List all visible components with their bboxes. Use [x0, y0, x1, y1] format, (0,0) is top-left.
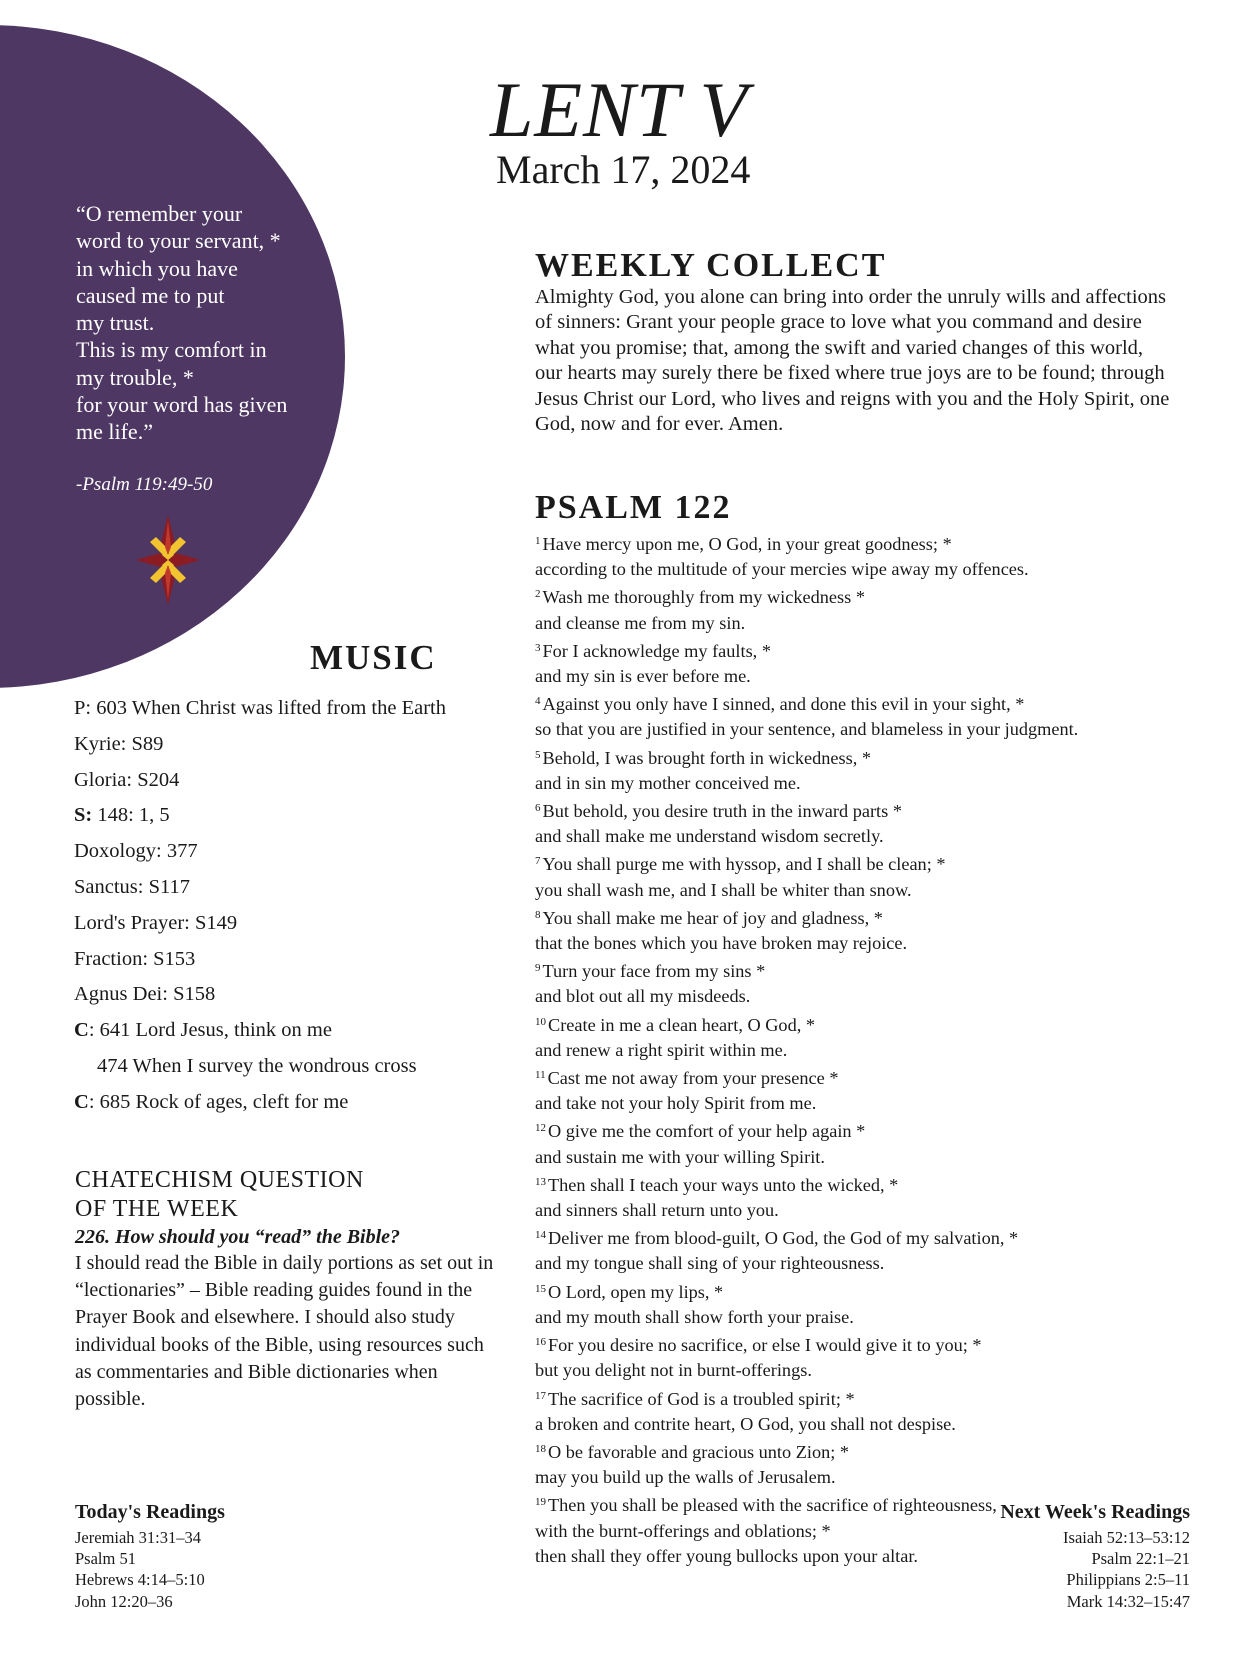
music-list: [74, 691, 494, 1121]
verse-text: Have mercy upon me, O God, in your great goodness; *: [542, 534, 952, 554]
music-item-text: P: 603 When Christ was lifted from the Earth: [74, 697, 446, 719]
todays-readings: [75, 1500, 225, 1612]
collect-heading: WEEKLY COLLECT: [535, 247, 887, 284]
music-item-text: 148: 1, 5: [92, 804, 170, 827]
psalm-line: [535, 636, 1145, 664]
verse-text: but you delight not in burnt-offerings.: [535, 1360, 812, 1381]
quote-line: for your word has given: [76, 392, 288, 418]
music-item-prefix: C: [74, 1090, 89, 1113]
verse-text: Then shall I teach your ways unto the wicked, *: [548, 1174, 899, 1195]
music-item: [74, 727, 494, 763]
verse-text: Cast me not away from your presence *: [547, 1068, 839, 1089]
verse-text: O be favorable and gracious unto Zion; *: [548, 1441, 850, 1462]
todays-readings-heading: Today's Readings: [75, 1501, 225, 1523]
music-item-text: Sanctus: S117: [74, 875, 190, 898]
verse-text: O give me the comfort of your help again *: [548, 1121, 866, 1142]
reading-item: Mark 14:32–15:47: [1066, 1591, 1190, 1611]
verse-text: Deliver me from blood-guilt, O God, the God of my salvation, *: [548, 1228, 1019, 1249]
psalm-line: [535, 1116, 1145, 1144]
quote-line: me life.”: [76, 419, 153, 445]
verse-number: 11: [535, 1069, 546, 1082]
verse-number: 15: [535, 1282, 546, 1295]
psalm-line: [535, 1384, 1145, 1412]
music-item: [74, 763, 494, 799]
verse-text: that the bones which you have broken may rejoice.: [535, 933, 908, 954]
psalm-line: [535, 1063, 1145, 1091]
verse-text: Turn your face from my sins *: [542, 961, 766, 982]
catechism-section: [75, 1166, 495, 1413]
verse-number: 5: [535, 748, 541, 761]
verse-number: 18: [535, 1442, 546, 1455]
verse-number: 6: [535, 802, 541, 815]
psalm-line: [535, 582, 1145, 610]
reading-item: Psalm 22:1–21: [1091, 1549, 1190, 1569]
verse-text: so that you are justified in your sentence, and blameless in your judgment.: [535, 719, 1079, 740]
music-item-text: Agnus Dei: S158: [74, 983, 216, 1006]
psalm-line: [535, 557, 1145, 582]
verse-number: 8: [535, 908, 541, 921]
psalm-line: [535, 1330, 1145, 1358]
page-date: March 17, 2024: [496, 147, 751, 192]
verse-text: and shall make me understand wisdom secretly.: [535, 826, 884, 847]
music-item-text: 474 When I survey the wondrous cross: [97, 1054, 417, 1077]
verse-text: and in sin my mother conceived me.: [535, 772, 801, 793]
verse-number: 3: [535, 641, 541, 654]
verse-number: 13: [535, 1175, 546, 1188]
music-item-text: Fraction: S153: [74, 947, 196, 970]
verse-number: 16: [535, 1336, 546, 1349]
quote-line: “O remember your: [76, 201, 243, 226]
quote-line: my trouble, *: [76, 364, 194, 390]
music-item-text: Gloria: S204: [74, 768, 180, 791]
psalm-line: [535, 611, 1145, 636]
catechism-question: 226. How should you “read” the Bible?: [75, 1226, 401, 1248]
quote-line: my trust.: [76, 310, 155, 336]
music-heading: MUSIC: [310, 638, 437, 677]
verse-number: 4: [535, 695, 541, 708]
psalm-line: [535, 1170, 1145, 1198]
page-title: LENT V: [490, 66, 749, 153]
verse-text: and sinners shall return unto you.: [535, 1200, 779, 1221]
psalm-line: [535, 984, 1145, 1009]
music-item: [74, 977, 494, 1013]
catechism-heading-line: CHATECHISM QUESTION: [75, 1167, 364, 1193]
music-item: [74, 1085, 494, 1121]
verse-text: and sustain me with your willing Spirit.: [535, 1146, 825, 1167]
psalm-text: [535, 529, 1145, 1569]
psalm-line: [535, 1437, 1145, 1465]
reading-item: Hebrews 4:14–5:10: [75, 1570, 205, 1590]
music-item: [74, 870, 494, 906]
music-item-text: : 641 Lord Jesus, think on me: [88, 1019, 332, 1042]
reading-item: Philippians 2:5–11: [1066, 1570, 1190, 1590]
psalm-line: [535, 1010, 1145, 1038]
psalm-heading: PSALM 122: [535, 489, 732, 526]
music-item: [74, 1013, 494, 1049]
music-item: [74, 906, 494, 942]
next-week-readings: [1000, 1500, 1190, 1612]
verse-number: 9: [535, 962, 541, 975]
catechism-answer: I should read the Bible in daily portions as set out in “lectionaries” – Bible reading guides found in the Prayer Book and elsewhere. I should also study individual books of the Bible, using resources such as commentaries and Bible dictionaries when possible.: [75, 1252, 494, 1411]
verse-text: O Lord, open my lips, *: [548, 1281, 724, 1302]
verse-number: 17: [535, 1389, 546, 1402]
psalm-line: [535, 529, 1145, 557]
verse-text: with the burnt-offerings and oblations; *: [535, 1520, 831, 1541]
verse-text: You shall make me hear of joy and gladness, *: [542, 907, 883, 928]
next-week-readings-heading: Next Week's Readings: [1000, 1501, 1190, 1523]
verse-number: 10: [535, 1015, 546, 1028]
quote-citation: -Psalm 119:49-50: [76, 474, 213, 495]
psalm-line: [535, 824, 1145, 849]
reading-item: Psalm 51: [75, 1549, 136, 1569]
reading-item: John 12:20–36: [75, 1591, 173, 1611]
verse-text: You shall purge me with hyssop, and I shall be clean; *: [542, 854, 946, 875]
music-item: [74, 834, 494, 870]
reading-item: Isaiah 52:13–53:12: [1063, 1528, 1190, 1547]
psalm-line: [535, 664, 1145, 689]
psalm-line: [535, 1358, 1145, 1383]
psalm-line: [535, 1305, 1145, 1330]
reading-item: Jeremiah 31:31–34: [75, 1528, 202, 1547]
music-item-text: Kyrie: S89: [74, 732, 164, 755]
music-item-text: Doxology: 377: [74, 840, 198, 863]
psalm-line: [535, 903, 1145, 931]
verse-text: and take not your holy Spirit from me.: [535, 1093, 817, 1114]
psalm-line: [535, 1038, 1145, 1063]
psalm-line: [535, 956, 1145, 984]
psalm-line: [535, 796, 1145, 824]
verse-text: Behold, I was brought forth in wickedness, *: [542, 747, 872, 768]
verse-text: For I acknowledge my faults, *: [542, 640, 771, 661]
verse-number: 12: [535, 1122, 546, 1135]
psalm-line: [535, 1465, 1145, 1490]
star-cross-icon: [136, 515, 200, 605]
verse-text: But behold, you desire truth in the inward parts *: [542, 801, 902, 822]
psalm-line: [535, 1091, 1145, 1116]
sidebar-quote: [76, 200, 316, 446]
psalm-line: [535, 1145, 1145, 1170]
psalm-line: [535, 717, 1145, 742]
verse-text: according to the multitude of your mercies wipe away my offences.: [535, 559, 1029, 580]
collect-text: Almighty God, you alone can bring into order the unruly wills and affections of sinners: Grant your people grace to love what you command and desire what you promise; that, among the swift and varied changes of this world, our hearts may surely there be fixed where true joys are to be found; through Jesus Christ our Lord, who lives and reigns with you and the Holy Spirit, one God, now and for ever. Amen.: [535, 286, 1170, 436]
verse-number: 1: [535, 535, 541, 547]
verse-number: 14: [535, 1229, 546, 1242]
verse-text: The sacrifice of God is a troubled spirit; *: [548, 1388, 855, 1409]
verse-text: Create in me a clean heart, O God, *: [548, 1014, 815, 1035]
music-item-prefix: C: [74, 1019, 89, 1042]
verse-text: Then you shall be pleased with the sacrifice of righteousness,: [548, 1495, 997, 1516]
quote-line: This is my comfort in: [76, 337, 267, 363]
music-item-prefix: S:: [74, 804, 93, 827]
verse-text: may you build up the walls of Jerusalem.: [535, 1467, 836, 1488]
music-item: [74, 691, 494, 727]
verse-number: 7: [535, 855, 541, 868]
verse-text: a broken and contrite heart, O God, you shall not despise.: [535, 1413, 956, 1434]
verse-text: and blot out all my misdeeds.: [535, 986, 751, 1007]
psalm-line: [535, 1198, 1145, 1223]
psalm-line: [535, 743, 1145, 771]
verse-number: 19: [535, 1496, 546, 1509]
quote-line: in which you have: [76, 255, 238, 281]
psalm-line: [535, 689, 1145, 717]
psalm-line: [535, 849, 1145, 877]
catechism-heading-line: OF THE WEEK: [75, 1196, 239, 1222]
music-item-text: : 685 Rock of ages, cleft for me: [88, 1090, 349, 1113]
verse-text: then shall they offer young bullocks upon your altar.: [535, 1545, 918, 1566]
verse-text: Against you only have I sinned, and done this evil in your sight, *: [542, 694, 1025, 715]
psalm-line: [535, 771, 1145, 796]
quote-line: caused me to put: [76, 282, 225, 308]
verse-number: 2: [535, 588, 541, 601]
psalm-line: [535, 1412, 1145, 1437]
catechism-heading: [75, 1166, 495, 1224]
verse-text: and my sin is ever before me.: [535, 666, 751, 687]
verse-text: and renew a right spirit within me.: [535, 1039, 788, 1060]
verse-text: and my tongue shall sing of your righteousness.: [535, 1253, 885, 1274]
verse-text: and cleanse me from my sin.: [535, 612, 746, 633]
verse-text: For you desire no sacrifice, or else I would give it to you; *: [548, 1335, 982, 1356]
quote-line: word to your servant, *: [76, 228, 281, 254]
psalm-line: [535, 1251, 1145, 1276]
verse-text: you shall wash me, and I shall be whiter than snow.: [535, 879, 912, 900]
psalm-line: [535, 1223, 1145, 1251]
verse-text: Wash me thoroughly from my wickedness *: [542, 587, 865, 608]
music-item: [74, 1049, 494, 1085]
psalm-line: [535, 1277, 1145, 1305]
music-item: [74, 798, 494, 834]
psalm-line: [535, 878, 1145, 903]
music-item: [74, 942, 494, 978]
music-item-text: Lord's Prayer: S149: [74, 911, 238, 934]
psalm-line: [535, 931, 1145, 956]
verse-text: and my mouth shall show forth your praise.: [535, 1306, 854, 1327]
